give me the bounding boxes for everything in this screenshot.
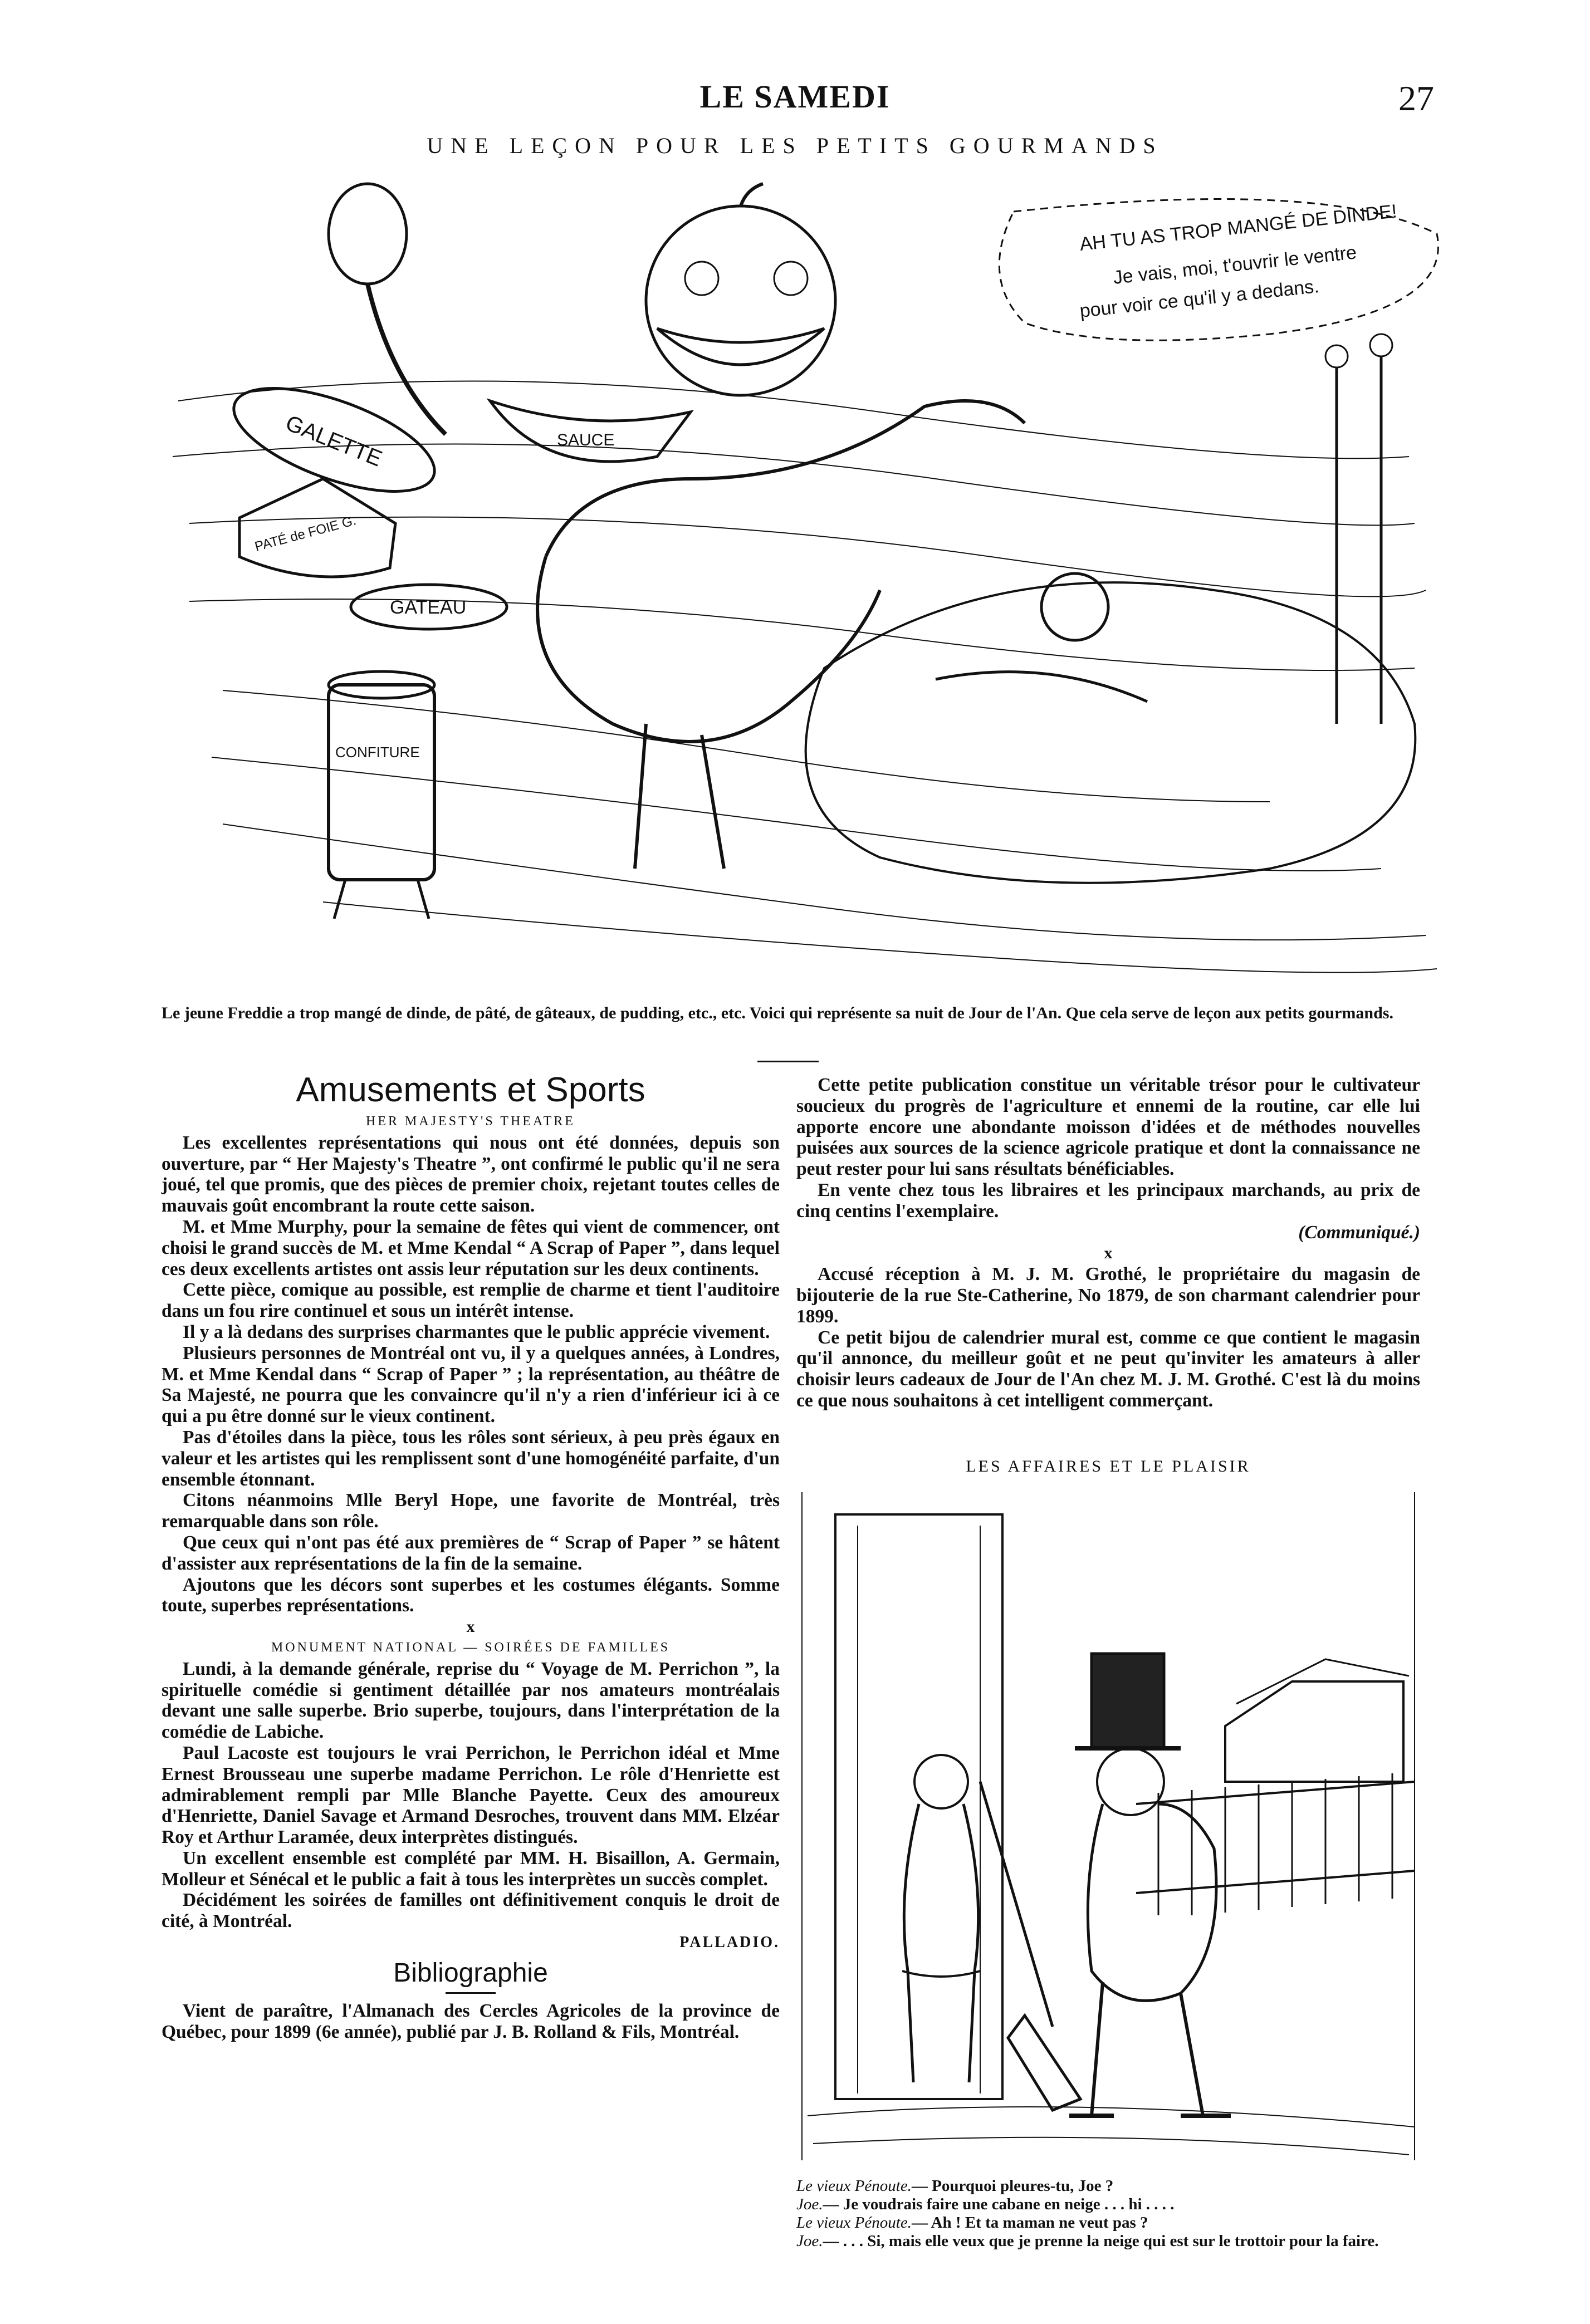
- paragraph: M. et Mme Murphy, pour la semaine de fêtes qui vient de commencer, ont choisi le grand succès de M. et Mme Kendal “ A Scrap of Paper ”, dans lequel ces deux excellents artistes ont assis leur réputation sur les deux continents.: [162, 1216, 780, 1279]
- speech-line-1: AH TU AS TROP MANGÉ DE DINDE!: [1078, 200, 1398, 255]
- paragraph: Décidément les soirées de familles ont définitivement conquis le droit de cité, à Montréal.: [162, 1890, 780, 1932]
- dialog-speaker: Joe.: [796, 2195, 823, 2213]
- paragraph: Ce petit bijou de calendrier mural est, comme ce que contient le magasin qu'il annonce, du meilleur goût et ne peut qu'inviter les amateurs à aller choisir leurs cadeaux de Jour de l'An chez M. J. M. Grothé. C'est là du moins ce que nous souhaitons à cet intelligent commerçant.: [796, 1327, 1420, 1411]
- paragraph: Citons néanmoins Mlle Beryl Hope, une favorite de Montréal, très remarquable dans son rôle.: [162, 1490, 780, 1532]
- dialog-line: [796, 2214, 1420, 2232]
- winter-cartoon: [791, 1492, 1426, 2171]
- dialog-speaker: Le vieux Pénoute.: [796, 2214, 912, 2232]
- paragraph: Paul Lacoste est toujours le vrai Perrichon, le Perrichon idéal et Mme Ernest Brousseau une superbe madame Perrichon. Le rôle d'Henriette est admirablement rempli par Mlle Blanche Payette. Ceux des amoureux d'Henriette, Daniel Savage et Armand Desroches, trouvent dans MM. Elzéar Roy et Arthur Laramée, deux interprètes distingués.: [162, 1742, 780, 1848]
- galette-label: GALETTE: [282, 410, 386, 472]
- dialog-text: — . . . Si, mais elle veux que je prenne la neige qui est sur le trottoir pour la faire.: [823, 2232, 1379, 2250]
- paragraph: Cette petite publication constitue un véritable trésor pour le cultivateur soucieux du progrès de l'agriculture et ennemi de la routine, car elle lui apporte encore une abondante moisson d'idées et de méthodes nouvelles puisées aux sources de la science agricole pratique et dont la connaissance ne peut rester pour lui sans résultats bénéficiables.: [796, 1075, 1420, 1180]
- right-column: [796, 1075, 1420, 1477]
- amusements-heading: Amusements et Sports: [296, 1071, 645, 1109]
- paragraph: Les excellentes représentations qui nous ont été données, depuis son ouverture, par “ Her Majesty's Theatre ”, ont confirmé le public qu'il ne sera joué, tel que promis, que des pièces de premier choix, rejetant toutes celles de mauvais goût encombrant la route cette saison.: [162, 1132, 780, 1217]
- paragraph: Que ceux qui n'ont pas été aux premières de “ Scrap of Paper ” se hâtent d'assister aux représentations de la fin de la semaine.: [162, 1532, 780, 1574]
- speech-line-2: Je vais, moi, t'ouvrir le ventre: [1112, 242, 1358, 288]
- cartoon-title: UNE LEÇON POUR LES PETITS GOURMANDS: [427, 133, 1163, 158]
- paragraph: En vente chez tous les libraires et les principaux marchands, au prix de cinq centins l'exemplaire.: [796, 1179, 1420, 1222]
- cartoon-caption: Le jeune Freddie a trop mangé de dinde, de pâté, de gâteaux, de pudding, etc., etc. Voici qui représente sa nuit de Jour de l'An. Que cela serve de leçon aux petits gourmands.: [162, 1004, 1393, 1022]
- communique: (Communiqué.): [1298, 1222, 1420, 1243]
- paragraph: Accusé réception à M. J. M. Grothé, le propriétaire du magasin de bijouterie de la rue Ste-Catherine, No 1879, de son charmant calendrier pour 1899.: [796, 1264, 1420, 1327]
- paragraph: Cette pièce, comique au possible, est remplie de charme et tient l'auditoire dans un fou rire continuel et sous un intérêt intense.: [162, 1279, 780, 1322]
- monument-subheading: MONUMENT NATIONAL — SOIRÉES DE FAMILLES: [271, 1640, 671, 1655]
- section-rule: [757, 1061, 819, 1062]
- paragraph: Plusieurs personnes de Montréal ont vu, il y a quelques années, à Londres, M. et Mme Kendal dans “ Scrap of Paper ” ; la représentation, au théâtre de Sa Majesté, ne pourra que les convaincre qu'il n'y a rien d'inférieur ici à ce qui a pu être donné sur le vieux continent.: [162, 1342, 780, 1427]
- signature: PALLADIO.: [679, 1934, 780, 1952]
- gateau-label: GATEAU: [390, 597, 467, 618]
- pate-label: PATÉ de FOIE G.: [253, 513, 358, 555]
- dialog-text: — Pourquoi pleures-tu, Joe ?: [911, 2177, 1114, 2195]
- dialog-line: [796, 2195, 1420, 2214]
- paragraph: Vient de paraître, l'Almanach des Cercles Agricoles de la province de Québec, pour 1899 (6e année), publié par J. B. Rolland & Fils, Montréal.: [162, 2000, 780, 2042]
- section-cross: x: [1104, 1244, 1113, 1263]
- heading-underline: [446, 1992, 496, 1994]
- dialog-speaker: Joe.: [796, 2232, 823, 2250]
- nightmare-cartoon: [156, 167, 1448, 991]
- theatre-subheading: HER MAJESTY'S THEATRE: [366, 1114, 575, 1129]
- dialog-speaker: Le vieux Pénoute.: [796, 2177, 912, 2195]
- nightmare-drawing: [156, 167, 1448, 991]
- left-column: [162, 1069, 780, 2042]
- confiture-label: CONFITURE: [335, 744, 420, 761]
- journal-title: LE SAMEDI: [699, 79, 891, 115]
- bibliographie-heading: Bibliographie: [393, 1958, 548, 1988]
- cartoon2-dialog: [796, 2177, 1420, 2251]
- dialog-line: [796, 2232, 1420, 2251]
- paragraph: Pas d'étoiles dans la pièce, tous les rôles sont sérieux, à peu près égaux en valeur et les artistes qui les remplissent sont d'une homogénéité parfaite, d'un ensemble étonnant.: [162, 1426, 780, 1490]
- paragraph: Ajoutons que les décors sont superbes et les costumes élégants. Somme toute, superbes représentations.: [162, 1574, 780, 1616]
- dialog-line: [796, 2177, 1420, 2195]
- dialog-text: — Ah ! Et ta maman ne veut pas ?: [911, 2214, 1148, 2232]
- section-cross: x: [466, 1617, 475, 1636]
- sauce-label: SAUCE: [557, 431, 615, 449]
- cartoon2-title: LES AFFAIRES ET LE PLAISIR: [966, 1457, 1251, 1475]
- speech-line-3: pour voir ce qu'il y a dedans.: [1078, 276, 1320, 322]
- paragraph: Lundi, à la demande générale, reprise du “ Voyage de M. Perrichon ”, la spirituelle comédie si gentiment détaillée par nos amateurs montréalais devant une salle superbe. Brio superbe, toujours, dans l'interprétation de la comédie de Labiche.: [162, 1658, 780, 1743]
- dialog-text: — Je voudrais faire une cabane en neige . . . hi . . . .: [823, 2195, 1175, 2213]
- paragraph: Il y a là dedans des surprises charmantes que le public apprécie vivement.: [183, 1321, 770, 1342]
- winter-drawing: [791, 1492, 1426, 2171]
- paragraph: Un excellent ensemble est complété par MM. H. Bisaillon, A. Germain, Molleur et Sénécal et le public a fait à tous les interprètes un succès complet.: [162, 1847, 780, 1890]
- page-number: 27: [1398, 79, 1434, 118]
